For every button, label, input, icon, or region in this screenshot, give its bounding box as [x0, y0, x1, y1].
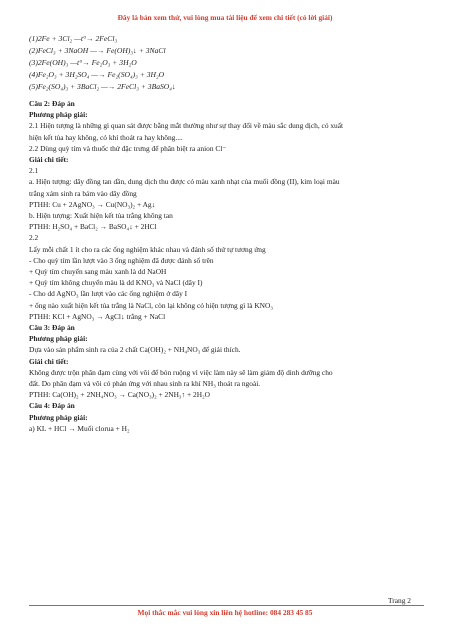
text-line: + Quỳ tím không chuyển màu là dd KNO₃ và NaCl (dãy I): [29, 278, 203, 288]
text-line: 2.1 Hiện tượng là những gì quan sát được bằng mắt thường như sự thay đổi về màu sắc dung dịch, có xuất: [29, 121, 344, 131]
equation-list: [29, 33, 424, 93]
text-line: 2.2: [29, 233, 39, 243]
text-line: - Cho quỳ tím lần lượt vào 3 ống nghiệm đã được đánh số trên: [29, 255, 214, 265]
preview-banner: Đây là bản xem thử, vui lòng mua tài liệu để xem chi tiết (có lời giải): [117, 13, 333, 22]
text-line: a) KL + HCl → Muối clorua + H₂: [29, 423, 130, 433]
text-line: PTHH: Ca(OH)₂ + 2NH₄NO₃ → Ca(NO₃)₂ + 2NH₃↑ + 2H₂O: [29, 390, 211, 400]
text-line: 2.2 Dùng quỳ tím và thuốc thử đặc trưng để phân biệt ra anion Cl⁻: [29, 143, 227, 153]
text-line: hiện kết tủa hay không, có khí thoát ra hay không....: [29, 132, 183, 142]
text-line: - Cho dd AgNO₃ lần lượt vào các ống nghiệm ở dãy I: [29, 289, 188, 299]
equation-line: (5)Fe₂(SO₄)₃ + 3BaCl₂ —→ 2FeCl₃ + 3BaSO₄↓: [29, 82, 176, 91]
section-heading: Phương pháp giải:: [29, 412, 88, 422]
text-line: + ống nào xuất hiện kết tủa trắng là NaCl, còn lại không có hiện tượng gì là KNO₃: [29, 300, 273, 310]
section-heading: Phương pháp giải:: [29, 110, 88, 120]
text-line: + Quỳ tím chuyển sang màu xanh là dd NaOH: [29, 267, 167, 277]
equation-line: (1)2Fe + 3Cl₂ —t°→ 2FeCl₃: [29, 34, 118, 43]
text-line: Dựa vào sản phẩm sinh ra của 2 chất Ca(OH)₂ + NH₄NO₃ để giải thích.: [29, 345, 241, 355]
text-line: trắng xám sinh ra bám vào dây đồng: [29, 188, 137, 198]
section-heading: Giải chi tiết:: [29, 356, 69, 366]
footer-divider: [29, 605, 424, 606]
hotline-footer: Mọi thắc mắc vui lòng xin liên hệ hotline: 084 283 45 85: [137, 608, 313, 617]
text-line: đất. Do phân đạm và vôi có phản ứng với nhau sinh ra khí NH₃ thoát ra ngoài.: [29, 379, 261, 389]
equation-line: (4)Fe₂O₃ + 3H₂SO₄ —→ Fe₂(SO₄)₃ + 3H₂O: [29, 70, 165, 79]
section-heading: Giải chi tiết:: [29, 155, 69, 165]
text-line: b. Hiện tượng: Xuất hiện kết tủa trắng không tan: [29, 211, 173, 221]
page-number: Trang 2: [388, 596, 411, 605]
text-line: PTHH: KCl + AgNO₃ → AgCl↓ trắng + NaCl: [29, 311, 166, 321]
text-line: PTHH: Cu + 2AgNO₃ → Cu(NO₃)₂ + Ag↓: [29, 199, 156, 209]
text-line: a. Hiện tượng: dây đồng tan dần, dung dịch thu được có màu xanh nhạt của muối đồng (II), kim loại màu: [29, 177, 340, 187]
answer-text: [29, 98, 424, 434]
section-heading: Câu 3: Đáp án: [29, 323, 75, 333]
text-line: Không được trộn phân đạm cùng với vôi để bón ruộng vì việc làm này sẽ làm giảm độ dinh dưỡng cho: [29, 367, 333, 377]
text-line: PTHH: H₂SO₄ + BaCl₂ → BaSO₄↓ + 2HCl: [29, 222, 157, 232]
text-line: 2.1: [29, 166, 39, 176]
equation-line: (3)2Fe(OH)₃ —t°→ Fe₂O₃ + 3H₂O: [29, 58, 137, 67]
section-heading: Câu 2: Đáp án: [29, 99, 75, 108]
section-heading: Phương pháp giải:: [29, 334, 88, 344]
equation-line: (2)FeCl₃ + 3NaOH —→ Fe(OH)₃↓ + 3NaCl: [29, 46, 166, 55]
document-body: [29, 33, 424, 434]
section-heading: Câu 4: Đáp án: [29, 401, 75, 411]
text-line: Lấy mỗi chất 1 ít cho ra các ống nghiệm khác nhau và đánh số thứ tự tương ứng: [29, 244, 266, 254]
